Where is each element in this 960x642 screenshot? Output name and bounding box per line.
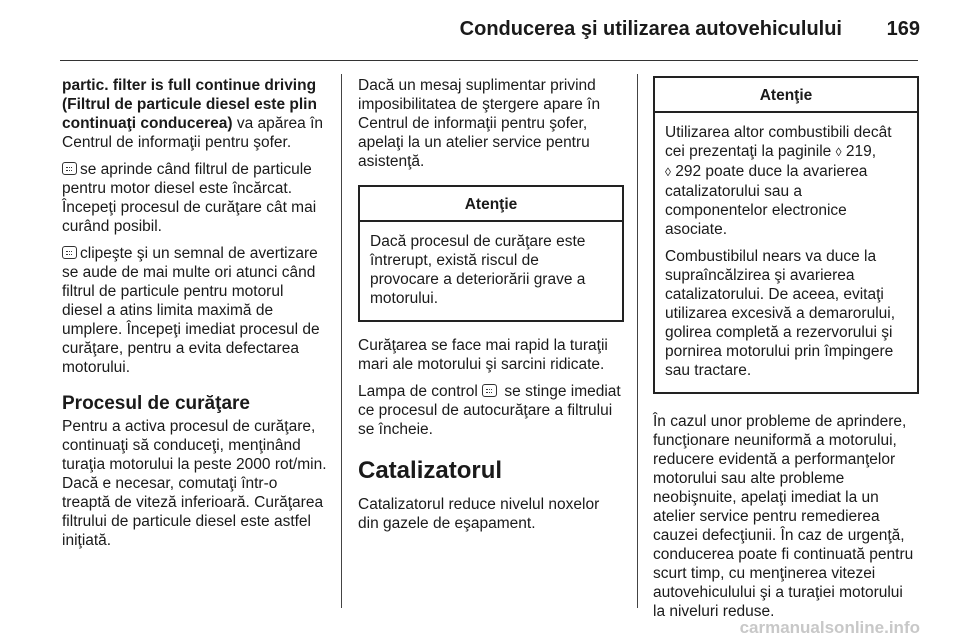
paragraph-text: Utilizarea altor combustibili decât cei prezentaţi la paginile (665, 124, 892, 160)
warning-box (653, 76, 919, 394)
page-header (0, 0, 960, 60)
watermark-text: carmanualsonline.info (739, 618, 920, 637)
column-divider-2 (637, 74, 638, 608)
paragraph-cleaning: Pentru a activa procesul de curăţare, continuaţi să conduceţi, menţinând turaţia motorului la peste 2000 rot/min. Dacă e necesar, comutaţi într-o treaptă de viteză inferioară. Curăţarea filtrului de particule diesel este astfel iniţiată. (62, 418, 327, 549)
paragraph-text: Lampa de control (358, 383, 478, 400)
paragraph-text: clipeşte şi un semnal de avertizare se aude de mai multe ori atunci când filtrul de particule pentru motorul diesel a atins limita maximă de umplere. Începeţi imediat procesul de curăţare, pentru a evita defectarea motorului. (62, 245, 320, 376)
page-reference-link[interactable]: 219, (845, 143, 877, 160)
diesel-particle-filter-icon (62, 162, 77, 175)
section-heading-cleaning: Procesul de curăţare (62, 393, 250, 414)
paragraph-lamp-on (62, 160, 328, 236)
warning-text: Dacă procesul de curăţare este întrerupt, există riscul de provocare a deteriorării grave a motorului. (370, 233, 586, 307)
page-reference-link[interactable]: 292 (675, 163, 702, 180)
diesel-particle-filter-icon (482, 384, 497, 397)
paragraph-faster-cleaning: Curăţarea se face mai rapid la turaţii mari ale motorului şi sarcini ridicate. (358, 337, 608, 373)
warning-box (358, 185, 624, 322)
column-1 (62, 76, 328, 558)
paragraph-control-lamp (358, 382, 624, 439)
message-text: partic. filter is full continue driving (Filtrul de particule diesel este plin continuaţi conducerea) (62, 77, 317, 132)
paragraph-text: se stinge imediat ce procesul de autocurăţare a filtrului se încheie. (358, 383, 621, 438)
paragraph-catalyst: Catalizatorul reduce nivelul noxelor din gazele de eşapament. (358, 496, 600, 532)
column-3 (653, 76, 919, 629)
warning-text-fuel (665, 123, 907, 239)
paragraph-filter-full (62, 76, 328, 152)
warning-title: Atenţie (655, 78, 917, 113)
warning-body (655, 113, 917, 392)
paragraph-lamp-flash (62, 244, 328, 377)
page-number: 169 (886, 18, 920, 40)
paragraph-text: se aprinde când filtrul de particule pentru motor diesel este încărcat. Începeţi procesul de curăţare cât mai curând posibil. (62, 161, 317, 235)
paragraph-ignition-problems: În cazul unor probleme de aprindere, funcţionare neuniformă a motorului, reducere evidentă a performanţelor motorului sau alte probleme neobişnuite, apelaţi imediat la un atelier service pentru remedierea cauzei defecţiunii. În caz de urgenţă, conducerea poate fi continuată pentru scurt timp, cu menţinerea vitezei autovehiculului şi a turaţiei motorului la niveluri reduse. (653, 413, 914, 620)
page-title: Conducerea şi utilizarea autovehiculului (459, 18, 842, 40)
warning-text-unburnt-fuel: Combustibilul nears va duce la supraîncălzirea şi avarierea catalizatorului. De aceea, evitaţi utilizarea excesivă a demarorului, golirea completă a rezervorului şi pornirea motorului prin împingere sau tractare. (665, 248, 896, 379)
warning-body (360, 222, 622, 320)
paragraph-additional-message: Dacă un mesaj suplimentar privind imposibilitatea de ştergere apare în Centrul de informaţii pentru şofer, apelaţi la un atelier service pentru asistenţă. (358, 77, 601, 170)
paragraph-text: poate duce la avarierea catalizatorului sau a componentelor electronice asociate. (665, 163, 868, 238)
column-2 (358, 76, 624, 541)
column-divider-1 (341, 74, 342, 608)
section-heading-catalyst: Catalizatorul (358, 457, 503, 484)
header-divider (60, 60, 918, 61)
warning-title: Atenţie (360, 187, 622, 222)
page-reference-arrow-icon: ◊ (665, 165, 671, 179)
page-reference-arrow-icon: ◊ (835, 145, 842, 159)
diesel-particle-filter-icon (62, 246, 77, 259)
paragraph-text: va apărea în Centrul de informaţii pentru şofer. (62, 115, 324, 151)
